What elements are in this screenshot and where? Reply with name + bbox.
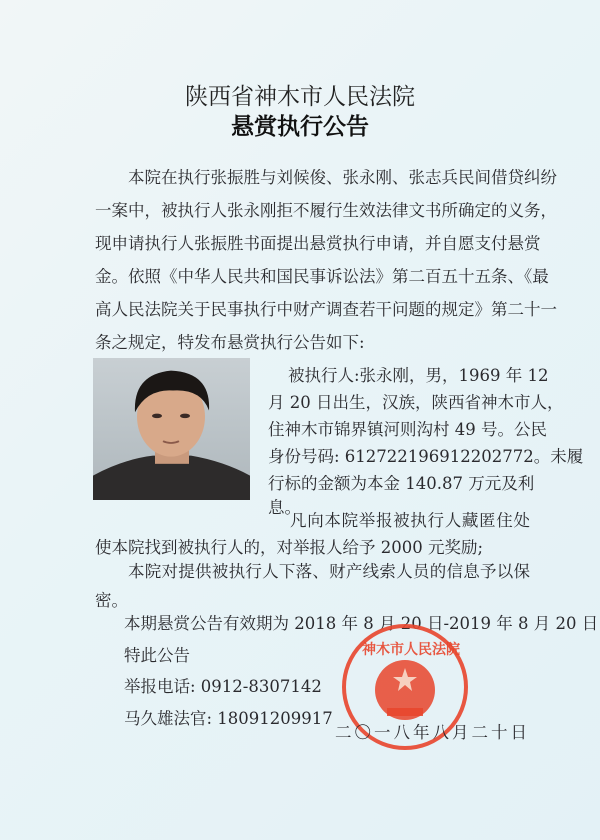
intro-line: 现申请执行人张振胜书面提出悬赏执行申请，并自愿支付悬赏 <box>95 234 541 253</box>
subject-line: 身份号码: 612722196912202772。未履 <box>268 447 584 466</box>
intro-line: 条之规定，特发布悬赏执行公告如下: <box>95 333 365 352</box>
court-name: 陕西省神木市人民法院 <box>185 84 415 110</box>
subject-line: 月 20 日出生，汉族，陕西省神木市人， <box>268 393 564 412</box>
subject-line: 住神木市锦界镇河则沟村 49 号。公民 <box>268 420 547 439</box>
subject-line: 行标的金额为本金 140.87 万元及利 <box>268 474 535 493</box>
privacy-line: 本院对提供被执行人下落、财产线索人员的信息予以保 <box>128 562 530 581</box>
intro-line: 金。依照《中华人民共和国民事诉讼法》第二百五十五条、《最 <box>95 267 549 286</box>
validity-period: 本期悬赏公告有效期为 2018 年 8 月 20 日-2019 年 8 月 20 日 <box>124 614 599 633</box>
intro-line: 一案中，被执行人张永刚拒不履行生效法律文书所确定的义务， <box>95 201 557 220</box>
hotline: 举报电话: 0912-8307142 <box>124 677 322 696</box>
privacy-line: 密。 <box>95 591 128 610</box>
intro-line: 本院在执行张振胜与刘候俊、张永刚、张志兵民间借贷纠纷 <box>128 168 557 187</box>
judge-contact: 马久雄法官: 18091209917 <box>124 709 333 728</box>
notice-title: 悬赏执行公告 <box>231 113 369 140</box>
intro-line: 高人民法院关于民事执行中财产调查若干问题的规定》第二十一 <box>95 300 557 319</box>
subject-line: 息。 <box>268 498 301 517</box>
svg-text:神木市人民法院: 神木市人民法院 <box>362 642 460 658</box>
reward-line: 凡向本院举报被执行人藏匿住处 <box>290 511 530 530</box>
subject-line: 被执行人:张永刚，男，1969 年 12 <box>288 366 549 385</box>
subject-photo <box>93 358 250 500</box>
closing-text: 特此公告 <box>124 646 190 665</box>
issue-date: 二〇一八年八月二十日 <box>335 723 530 742</box>
reward-line: 使本院找到被执行人的，对举报人给予 2000 元奖励; <box>95 538 484 557</box>
